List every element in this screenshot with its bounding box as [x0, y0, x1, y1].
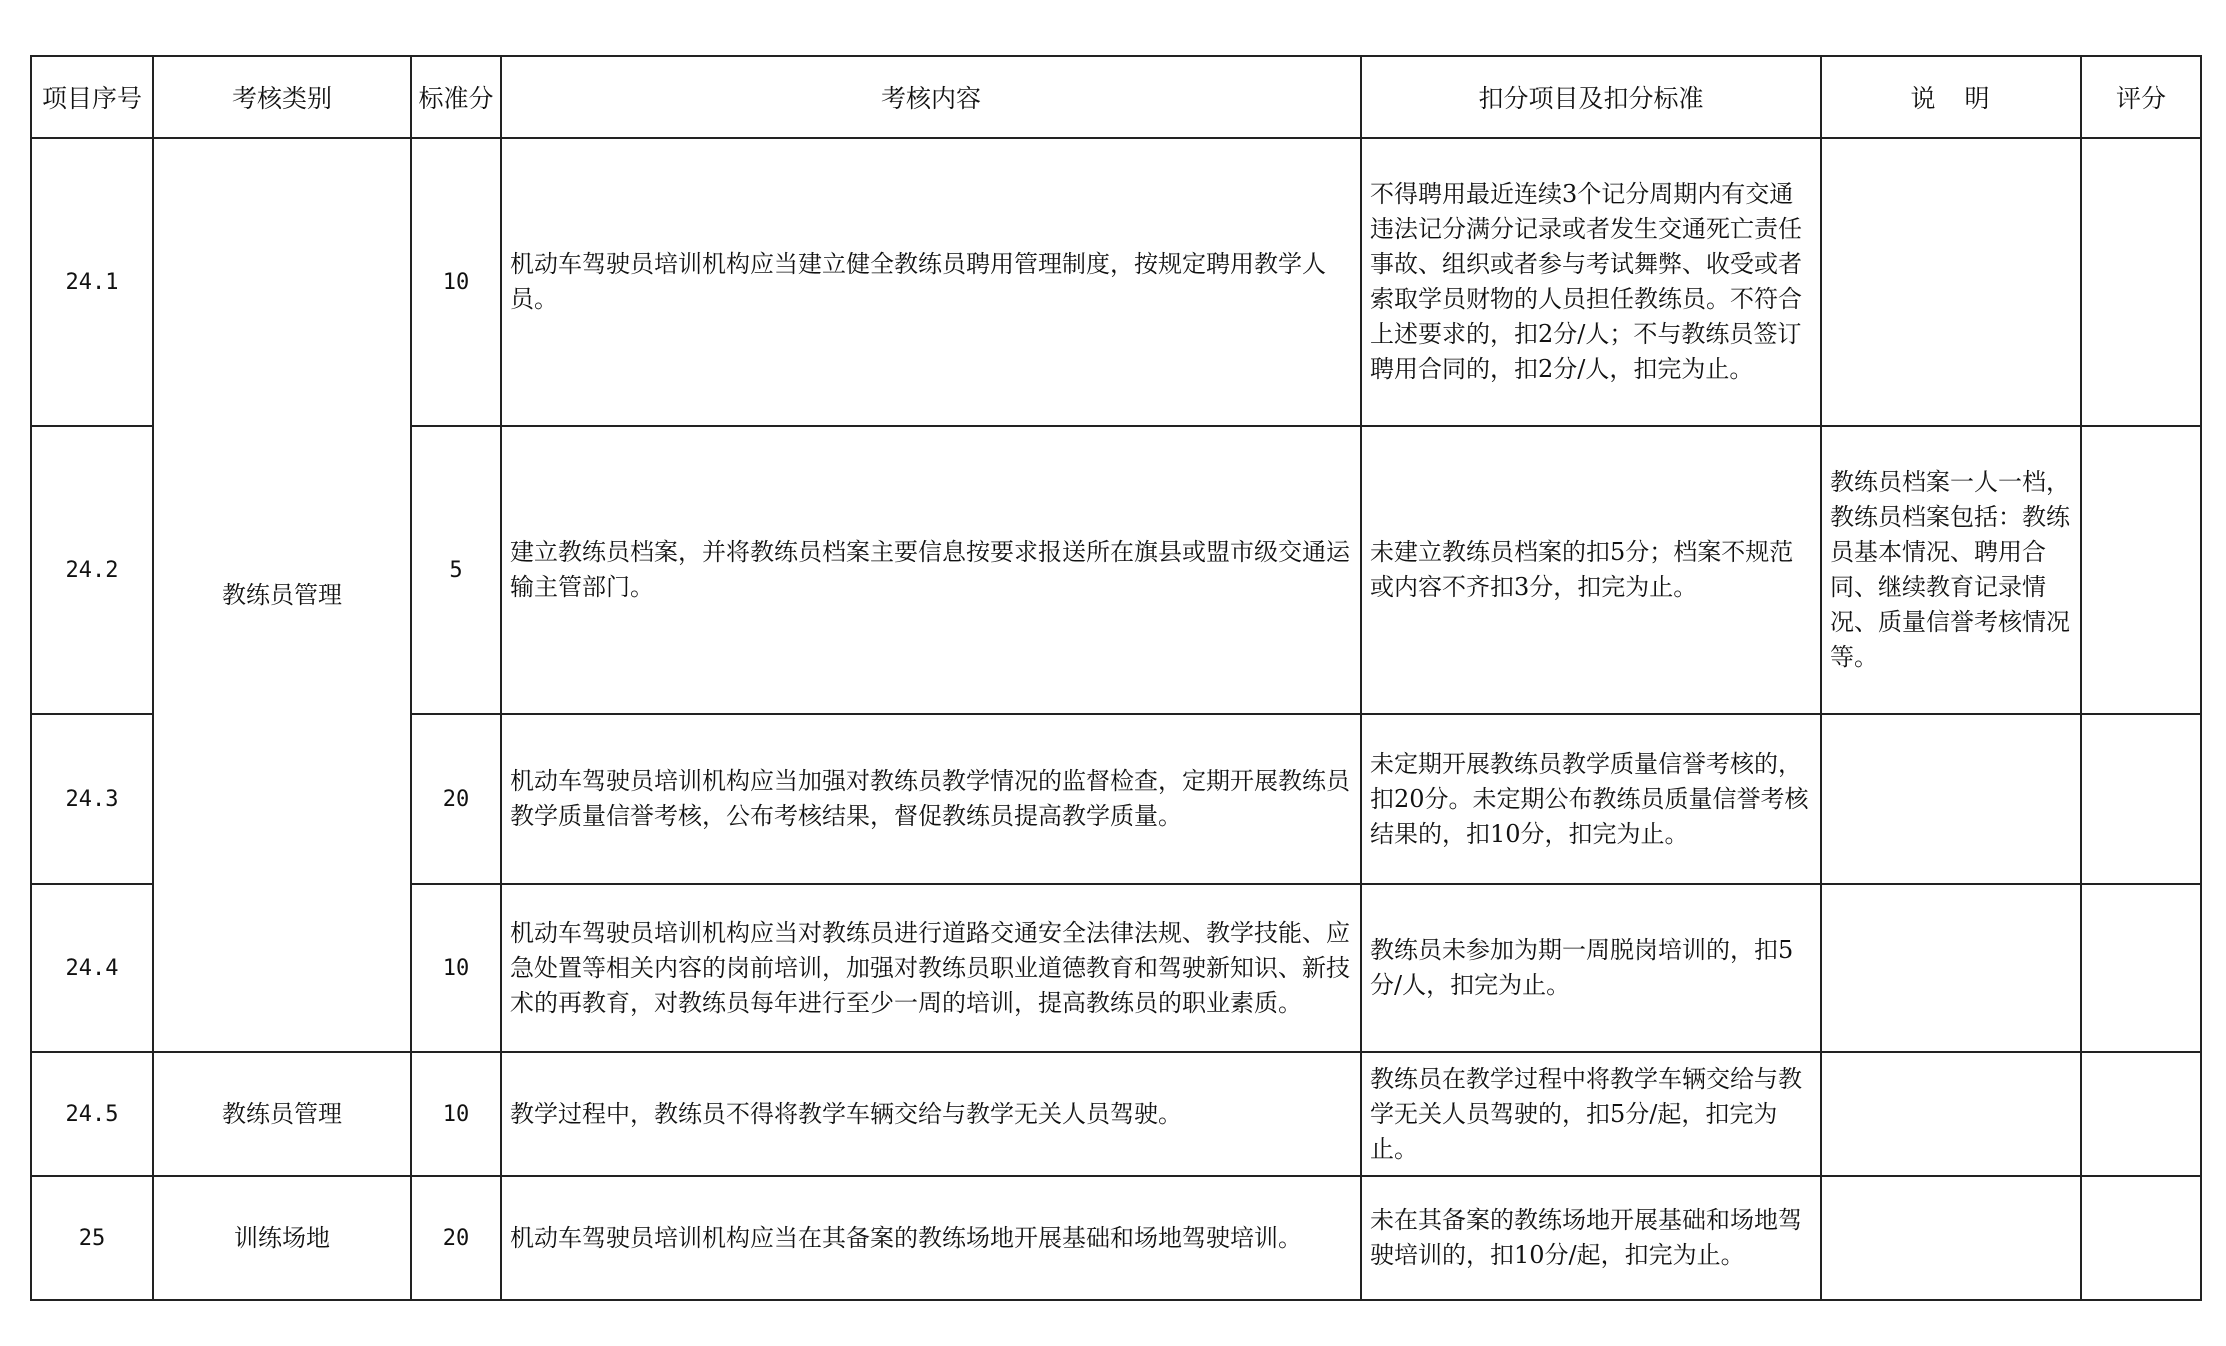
header-deduction: 扣分项目及扣分标准: [1361, 56, 1821, 138]
deduction-cell: 未建立教练员档案的扣5分；档案不规范或内容不齐扣3分，扣完为止。: [1361, 426, 1821, 714]
content-cell: 教学过程中，教练员不得将教学车辆交给与教学无关人员驾驶。: [501, 1052, 1361, 1176]
header-rating: 评分: [2081, 56, 2201, 138]
note-cell: [1821, 884, 2081, 1052]
note-cell: 教练员档案一人一档，教练员档案包括：教练员基本情况、聘用合同、继续教育记录情况、质量信誉考核情况等。: [1821, 426, 2081, 714]
score-cell: 5: [411, 426, 501, 714]
item-no-cell: 25: [31, 1176, 153, 1300]
score-cell: 10: [411, 138, 501, 426]
content-cell: 机动车驾驶员培训机构应当建立健全教练员聘用管理制度，按规定聘用教学人员。: [501, 138, 1361, 426]
deduction-cell: 教练员在教学过程中将教学车辆交给与教学无关人员驾驶的，扣5分/起，扣完为止。: [1361, 1052, 1821, 1176]
note-cell: [1821, 1052, 2081, 1176]
assessment-table: [30, 55, 2202, 1301]
rating-cell[interactable]: [2081, 1176, 2201, 1300]
table-row: [31, 1052, 2201, 1176]
deduction-cell: 不得聘用最近连续3个记分周期内有交通违法记分满分记录或者发生交通死亡责任事故、组织或者参与考试舞弊、收受或者索取学员财物的人员担任教练员。不符合上述要求的，扣2分/人；不与教练员签订聘用合同的，扣2分/人，扣完为止。: [1361, 138, 1821, 426]
rating-cell[interactable]: [2081, 714, 2201, 884]
item-no-cell: 24.3: [31, 714, 153, 884]
rating-cell[interactable]: [2081, 138, 2201, 426]
deduction-cell: 教练员未参加为期一周脱岗培训的，扣5分/人，扣完为止。: [1361, 884, 1821, 1052]
table-row: [31, 1176, 2201, 1300]
rating-cell[interactable]: [2081, 1052, 2201, 1176]
note-cell: [1821, 1176, 2081, 1300]
header-note-text: 说 明: [1910, 84, 1992, 113]
score-cell: 20: [411, 1176, 501, 1300]
item-no-cell: 24.2: [31, 426, 153, 714]
score-cell: 10: [411, 1052, 501, 1176]
note-cell: [1821, 714, 2081, 884]
rating-cell[interactable]: [2081, 426, 2201, 714]
item-no-cell: 24.4: [31, 884, 153, 1052]
item-no-cell: 24.1: [31, 138, 153, 426]
header-category: 考核类别: [153, 56, 411, 138]
score-cell: 10: [411, 884, 501, 1052]
content-cell: 机动车驾驶员培训机构应当对教练员进行道路交通安全法律法规、教学技能、应急处置等相关内容的岗前培训，加强对教练员职业道德教育和驾驶新知识、新技术的再教育，对教练员每年进行至少一周的培训，提高教练员的职业素质。: [501, 884, 1361, 1052]
note-cell: [1821, 138, 2081, 426]
table-header-row: [31, 56, 2201, 138]
item-no-cell: 24.5: [31, 1052, 153, 1176]
content-cell: 机动车驾驶员培训机构应当在其备案的教练场地开展基础和场地驾驶培训。: [501, 1176, 1361, 1300]
rating-cell[interactable]: [2081, 884, 2201, 1052]
header-content: 考核内容: [501, 56, 1361, 138]
content-cell: 机动车驾驶员培训机构应当加强对教练员教学情况的监督检查，定期开展教练员教学质量信誉考核，公布考核结果，督促教练员提高教学质量。: [501, 714, 1361, 884]
deduction-cell: 未在其备案的教练场地开展基础和场地驾驶培训的，扣10分/起，扣完为止。: [1361, 1176, 1821, 1300]
category-cell: 教练员管理: [153, 138, 411, 1052]
header-standard-score: 标准分: [411, 56, 501, 138]
content-cell: 建立教练员档案，并将教练员档案主要信息按要求报送所在旗县或盟市级交通运输主管部门。: [501, 426, 1361, 714]
category-cell: 训练场地: [153, 1176, 411, 1300]
category-cell: 教练员管理: [153, 1052, 411, 1176]
score-cell: 20: [411, 714, 501, 884]
header-note: [1821, 56, 2081, 138]
table-row: [31, 138, 2201, 426]
deduction-cell: 未定期开展教练员教学质量信誉考核的，扣20分。未定期公布教练员质量信誉考核结果的，扣10分，扣完为止。: [1361, 714, 1821, 884]
header-item-no: 项目序号: [31, 56, 153, 138]
